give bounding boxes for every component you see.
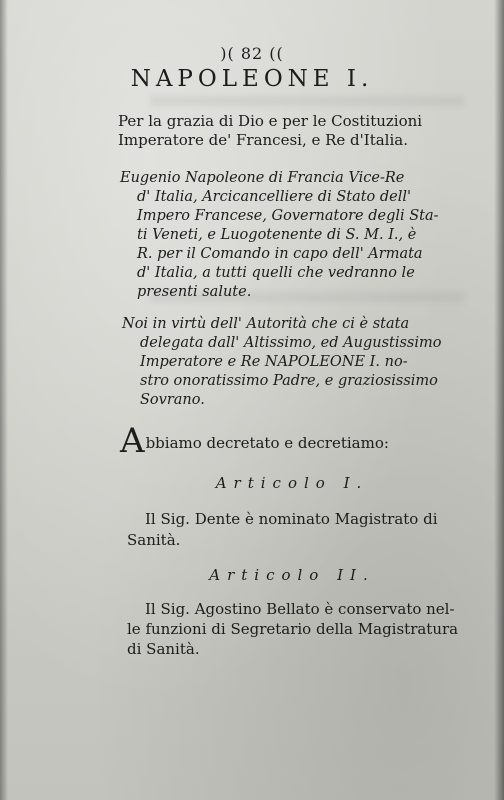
decree-line xyxy=(120,421,389,461)
page-title: NAPOLEONE I. xyxy=(130,66,374,92)
authority-line: Noi in virtù dell' Autorità che ci è stata xyxy=(122,316,410,332)
viceroy-line: Impero Francese, Governatore degli Sta- xyxy=(137,208,439,224)
page-number: )( 82 (( xyxy=(220,44,284,63)
page-shadow-left xyxy=(0,0,8,800)
ink-bleed xyxy=(150,96,464,106)
viceroy-line: d' Italia, a tutti quelli che vedranno le xyxy=(137,265,415,281)
viceroy-line: presenti salute. xyxy=(137,284,252,300)
authority-line: stro onoratissimo Padre, e graziosissimo xyxy=(140,373,438,389)
intro-line: Imperatore de' Francesi, e Re d'Italia. xyxy=(118,131,408,149)
article-heading: Articolo I. xyxy=(215,474,369,492)
article-text-line: di Sanità. xyxy=(127,640,200,658)
article-text-line: Il Sig. Agostino Bellato è conservato nel- xyxy=(145,600,455,618)
decree-text: bbiamo decretato e decretiamo: xyxy=(145,434,389,452)
article-text-line: Sanità. xyxy=(127,531,181,549)
article-text-line: le funzioni di Segretario della Magistratura xyxy=(127,620,459,638)
viceroy-line: ti Veneti, e Luogotenente di S. M. I., è xyxy=(137,227,417,243)
page-shadow-right xyxy=(494,0,504,800)
viceroy-line: Eugenio Napoleone di Francia Vice-Re xyxy=(120,170,405,186)
article-heading: Articolo II. xyxy=(209,566,375,584)
viceroy-line: R. per il Comando in capo dell' Armata xyxy=(137,246,423,262)
drop-cap-initial: A xyxy=(120,421,145,461)
article-text-line: Il Sig. Dente è nominato Magistrato di xyxy=(145,510,438,528)
authority-line: delegata dall' Altissimo, ed Augustissimo xyxy=(140,335,442,351)
viceroy-line: d' Italia, Arcicancelliere di Stato dell' xyxy=(137,189,412,205)
intro-line: Per la grazia di Dio e per le Costituzioni xyxy=(118,112,423,130)
authority-line: Sovrano. xyxy=(140,392,205,408)
authority-line: Imperatore e Re NAPOLEONE I. no- xyxy=(140,354,408,370)
